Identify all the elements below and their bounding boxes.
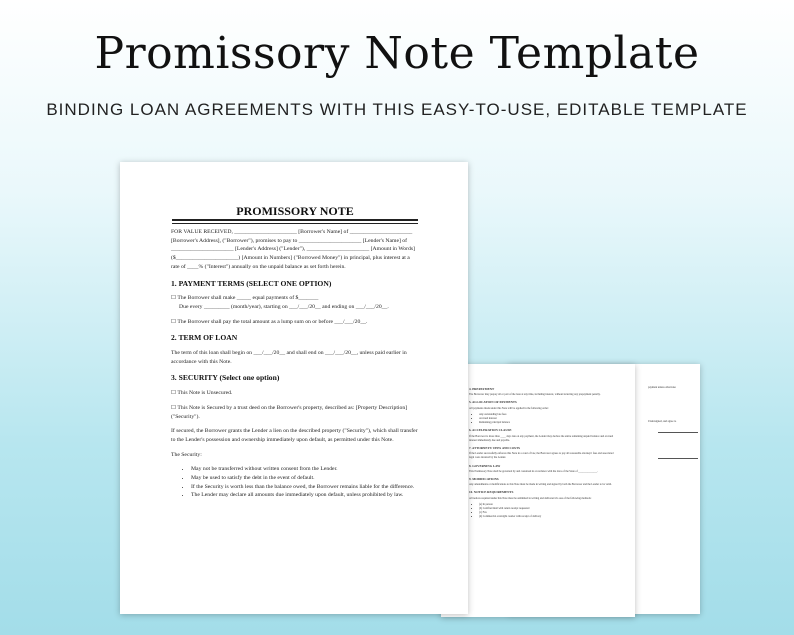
section-heading: 5. ALLOCATION OF PAYMENTS xyxy=(469,400,517,405)
security-option-1: ☐ This Note is Unsecured. xyxy=(171,390,233,397)
back-page-text xyxy=(648,386,694,424)
security-label: The Security: xyxy=(171,451,202,458)
page-2-content xyxy=(469,384,619,520)
document-body xyxy=(171,228,419,500)
section-heading: 4. PREPAYMENT xyxy=(469,387,495,391)
list-item: • May not be transferred without written consent from the Lender. xyxy=(191,465,419,474)
list-item: • Remaining principal balance xyxy=(479,421,619,425)
list-item: • (c) Fax xyxy=(479,511,619,515)
list-item: • The Lender may declare all amounts due immediately upon default, unless prohibited by law. xyxy=(191,491,419,500)
notice-list xyxy=(469,503,619,520)
list-item: • May be used to satisfy the debt in the event of default. xyxy=(191,474,419,483)
list-item: • If the Security is worth less than the balance owed, the Borrower remains liable for the difference. xyxy=(191,483,419,492)
page-subtitle: BINDING LOAN AGREEMENTS WITH THIS EASY-TO-USE, EDITABLE TEMPLATE xyxy=(46,100,748,119)
section-text: Any amendments or modifications to this Note must be made in writing and signed by both the Borrower and the Lender to be valid. xyxy=(469,483,612,487)
list-item: • (b) Certified mail with return receipt requested xyxy=(479,507,619,511)
page-title: Promissory Note Template xyxy=(94,28,700,79)
document-page-1 xyxy=(120,162,468,614)
option-text: Due every _________ (month/year), starting on ___/___/20__ and ending on ___/___/20__. xyxy=(179,303,389,310)
security-option-2: ☐ This Note is Secured by a trust deed on the Borrower's property, described as: [Property Description] ("Security"). xyxy=(171,404,408,420)
back-line-1: payment unless otherwise xyxy=(648,386,676,389)
section-heading: 9. MODIFICATIONS xyxy=(469,477,499,482)
list-item: • Accrued interest xyxy=(479,417,619,421)
list-item: • (d) Commercial overnight courier with receipt of delivery xyxy=(479,515,619,519)
title-rule xyxy=(172,219,418,221)
option-text: ☐ The Borrower shall make _____ equal payments of $_______ xyxy=(171,295,319,302)
section-text: If the Borrower is more than ____ days late on any payment, the Lender may declare the entire remaining unpaid balance and accrued interest immediately due and payable. xyxy=(469,434,614,442)
section-heading: 8. GOVERNING LAW xyxy=(469,463,501,468)
section-heading: 2. TERM OF LOAN xyxy=(171,333,238,343)
section-heading: 1. PAYMENT TERMS (SELECT ONE OPTION) xyxy=(171,278,332,288)
section-heading: 10. NOTICE REQUIREMENTS xyxy=(469,490,514,495)
section-heading: 6. ACCELERATION CLAUSE xyxy=(469,428,512,433)
signature-line xyxy=(658,458,698,459)
list-item: • Any outstanding late fees xyxy=(479,413,619,417)
section-text: If secured, the Borrower grants the Lender a lien on the described property ("Security"), which shall transfer to the Lender's possession and ownership immediately upon default, as permitted under this Note. xyxy=(171,428,418,443)
section-text: All payments made under this Note will be applied in the following order: xyxy=(469,406,549,410)
document-title: PROMISSORY NOTE xyxy=(236,204,354,218)
payment-option-2: ☐ The Borrower shall pay the total amount as a lump sum on or before ___/___/20__. xyxy=(171,318,368,325)
payment-option-1 xyxy=(171,294,419,311)
security-list xyxy=(171,465,419,500)
section-heading: 3. SECURITY (Select one option) xyxy=(171,373,280,383)
section-heading: 7. ATTORNEYS' FEES AND COSTS xyxy=(469,446,520,451)
section-text: The term of this loan shall begin on ___/___/20__ and shall end on ___/___/20__, unless paid earlier in accordance with this Note. xyxy=(171,350,407,365)
title-rule xyxy=(172,223,418,224)
signature-line xyxy=(658,432,698,433)
list-item: • (a) In person xyxy=(479,503,619,507)
section-text: If the Lender successfully enforces this Note in a court of law, the Borrower agrees to pay all reasonable attorneys' fees and associated legal costs incurred by the Lender. xyxy=(469,452,614,460)
intro-paragraph: FOR VALUE RECEIVED, ______________________ [Borrower's Name] of ______________________ [Borrower's Address], ("Borrower"), promises to pay to ______________________ [Lender's Name] of ______________________ [Lender's Address] ("Lender"), ______________________ [Amount in Words] ($______________________) [Amount in Numbers] ("Borrowed Money") in principal, plus interest at a rate of ____% ("Interest") annually on the unpaid balance as set forth herein. xyxy=(171,229,415,270)
section-text: The Borrower may prepay all or part of the loan at any time, including interest, without incurring any prepayment penalty. xyxy=(469,393,601,397)
section-text: This Promissory Note shall be governed by and construed in accordance with the laws of the State of ______________. xyxy=(469,469,598,473)
document-page-2 xyxy=(441,364,635,617)
back-line-2: Undersigned, and agree to xyxy=(648,420,677,424)
section-text: All notices required under this Note must be submitted in writing and delivered via one of the following methods: xyxy=(469,496,592,500)
allocation-list xyxy=(469,413,619,426)
